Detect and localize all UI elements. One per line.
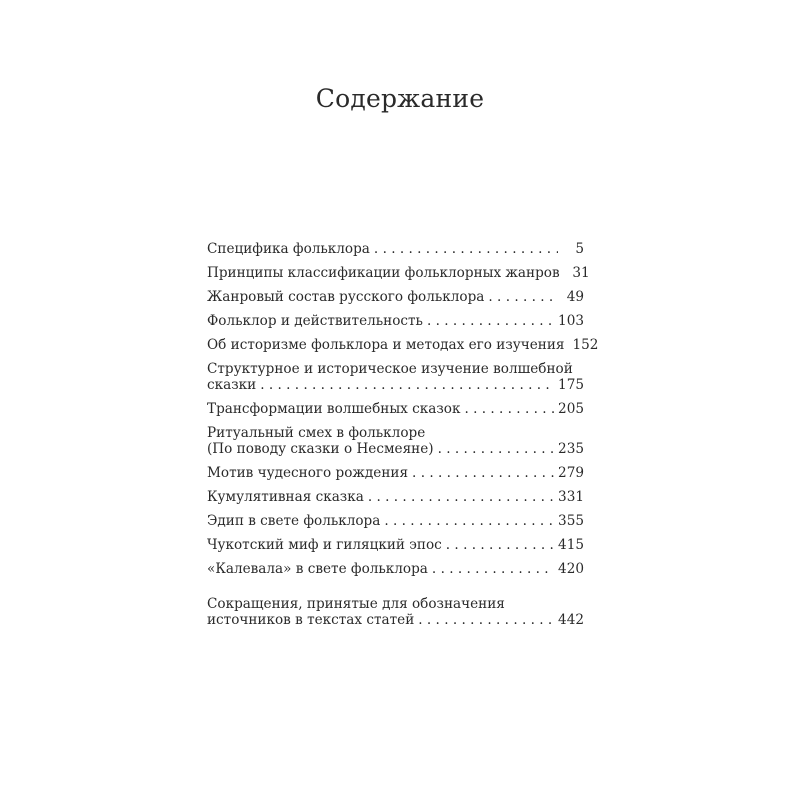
toc-page-number: 442 [558, 612, 584, 628]
toc-page-number: 331 [558, 489, 584, 505]
toc-entry-line [207, 337, 599, 353]
toc-entry[interactable] [207, 465, 584, 481]
toc-entry-title: Ритуальный смех в фольклоре [207, 425, 426, 441]
toc-page-number: 355 [558, 513, 584, 529]
toc-page-number: 420 [558, 561, 584, 577]
toc-entry-title: источников в текстах статей [207, 612, 415, 628]
toc-entry-line [207, 401, 584, 417]
toc-entry[interactable] [207, 489, 584, 505]
toc-page-number: 205 [558, 401, 584, 417]
toc-entry-title: Трансформации волшебных сказок [207, 401, 461, 417]
toc-entry-title: Структурное и историческое изучение волшебной [207, 361, 573, 377]
toc-entry-line [207, 596, 584, 612]
dot-leader [368, 489, 554, 505]
toc-page-number: 279 [558, 465, 584, 481]
toc-entry-line [207, 513, 584, 529]
toc-entry-line [207, 612, 584, 628]
dot-leader [412, 465, 554, 481]
toc-page-number: 103 [558, 313, 584, 329]
toc-entry[interactable] [207, 313, 584, 329]
toc-entry-line [207, 561, 584, 577]
toc-entry-title: (По поводу сказки о Несмеяне) [207, 441, 434, 457]
toc-entry-line [207, 377, 584, 393]
dot-leader [260, 377, 554, 393]
toc-entry[interactable] [207, 596, 584, 628]
toc-entry-line [207, 425, 584, 441]
dot-leader [418, 612, 554, 628]
toc-entry-line [207, 289, 584, 305]
toc-entry-line [207, 361, 584, 377]
dot-leader [446, 537, 554, 553]
toc-entry-line [207, 265, 590, 281]
toc-entry[interactable] [207, 561, 584, 577]
toc-entry-line [207, 241, 584, 257]
toc-entry[interactable] [207, 401, 584, 417]
toc-page-number: 49 [566, 289, 584, 305]
toc-page-number: 5 [575, 241, 584, 257]
toc-entry-title: Специфика фольклора [207, 241, 370, 257]
dot-leader [488, 289, 558, 305]
toc-entry-title: «Калевала» в свете фольклора [207, 561, 428, 577]
toc-page-number: 31 [572, 265, 590, 281]
toc-entry[interactable] [207, 361, 584, 393]
toc-page-number: 235 [558, 441, 584, 457]
toc-page-number: 152 [572, 337, 599, 353]
toc-entry-title: сказки [207, 377, 257, 393]
toc-entry-line [207, 465, 584, 481]
toc-entry-line [207, 489, 584, 505]
toc-entry-title: Эдип в свете фольклора [207, 513, 381, 529]
toc-entry-line [207, 313, 584, 329]
table-of-contents [207, 241, 599, 636]
toc-entry[interactable] [207, 425, 584, 457]
toc-page-number: 415 [558, 537, 584, 553]
toc-entry-line [207, 441, 584, 457]
toc-entry-title: Мотив чудесного рождения [207, 465, 409, 481]
toc-entry-title: Об историзме фольклора и методах его изучения [207, 337, 565, 353]
dot-leader [438, 441, 554, 457]
dot-leader [464, 401, 554, 417]
toc-entry[interactable] [207, 265, 590, 281]
toc-entry[interactable] [207, 537, 584, 553]
dot-leader [432, 561, 554, 577]
toc-entry-title: Кумулятивная сказка [207, 489, 364, 505]
toc-entry-line [207, 537, 584, 553]
toc-entry[interactable] [207, 241, 584, 257]
toc-entry-title: Чукотский миф и гиляцкий эпос [207, 537, 442, 553]
toc-entry[interactable] [207, 337, 599, 353]
toc-entry-title: Сокращения, принятые для обозначения [207, 596, 505, 612]
toc-entry-title: Фольклор и действительность [207, 313, 423, 329]
page-title: Содержание [315, 84, 485, 113]
toc-page-number: 175 [558, 377, 584, 393]
dot-leader [427, 313, 554, 329]
toc-entry-title: Принципы классификации фольклорных жанров [207, 265, 560, 281]
dot-leader [384, 513, 554, 529]
toc-entry[interactable] [207, 289, 584, 305]
dot-leader [374, 241, 558, 257]
toc-entry[interactable] [207, 513, 584, 529]
toc-entry-title: Жанровый состав русского фольклора [207, 289, 485, 305]
